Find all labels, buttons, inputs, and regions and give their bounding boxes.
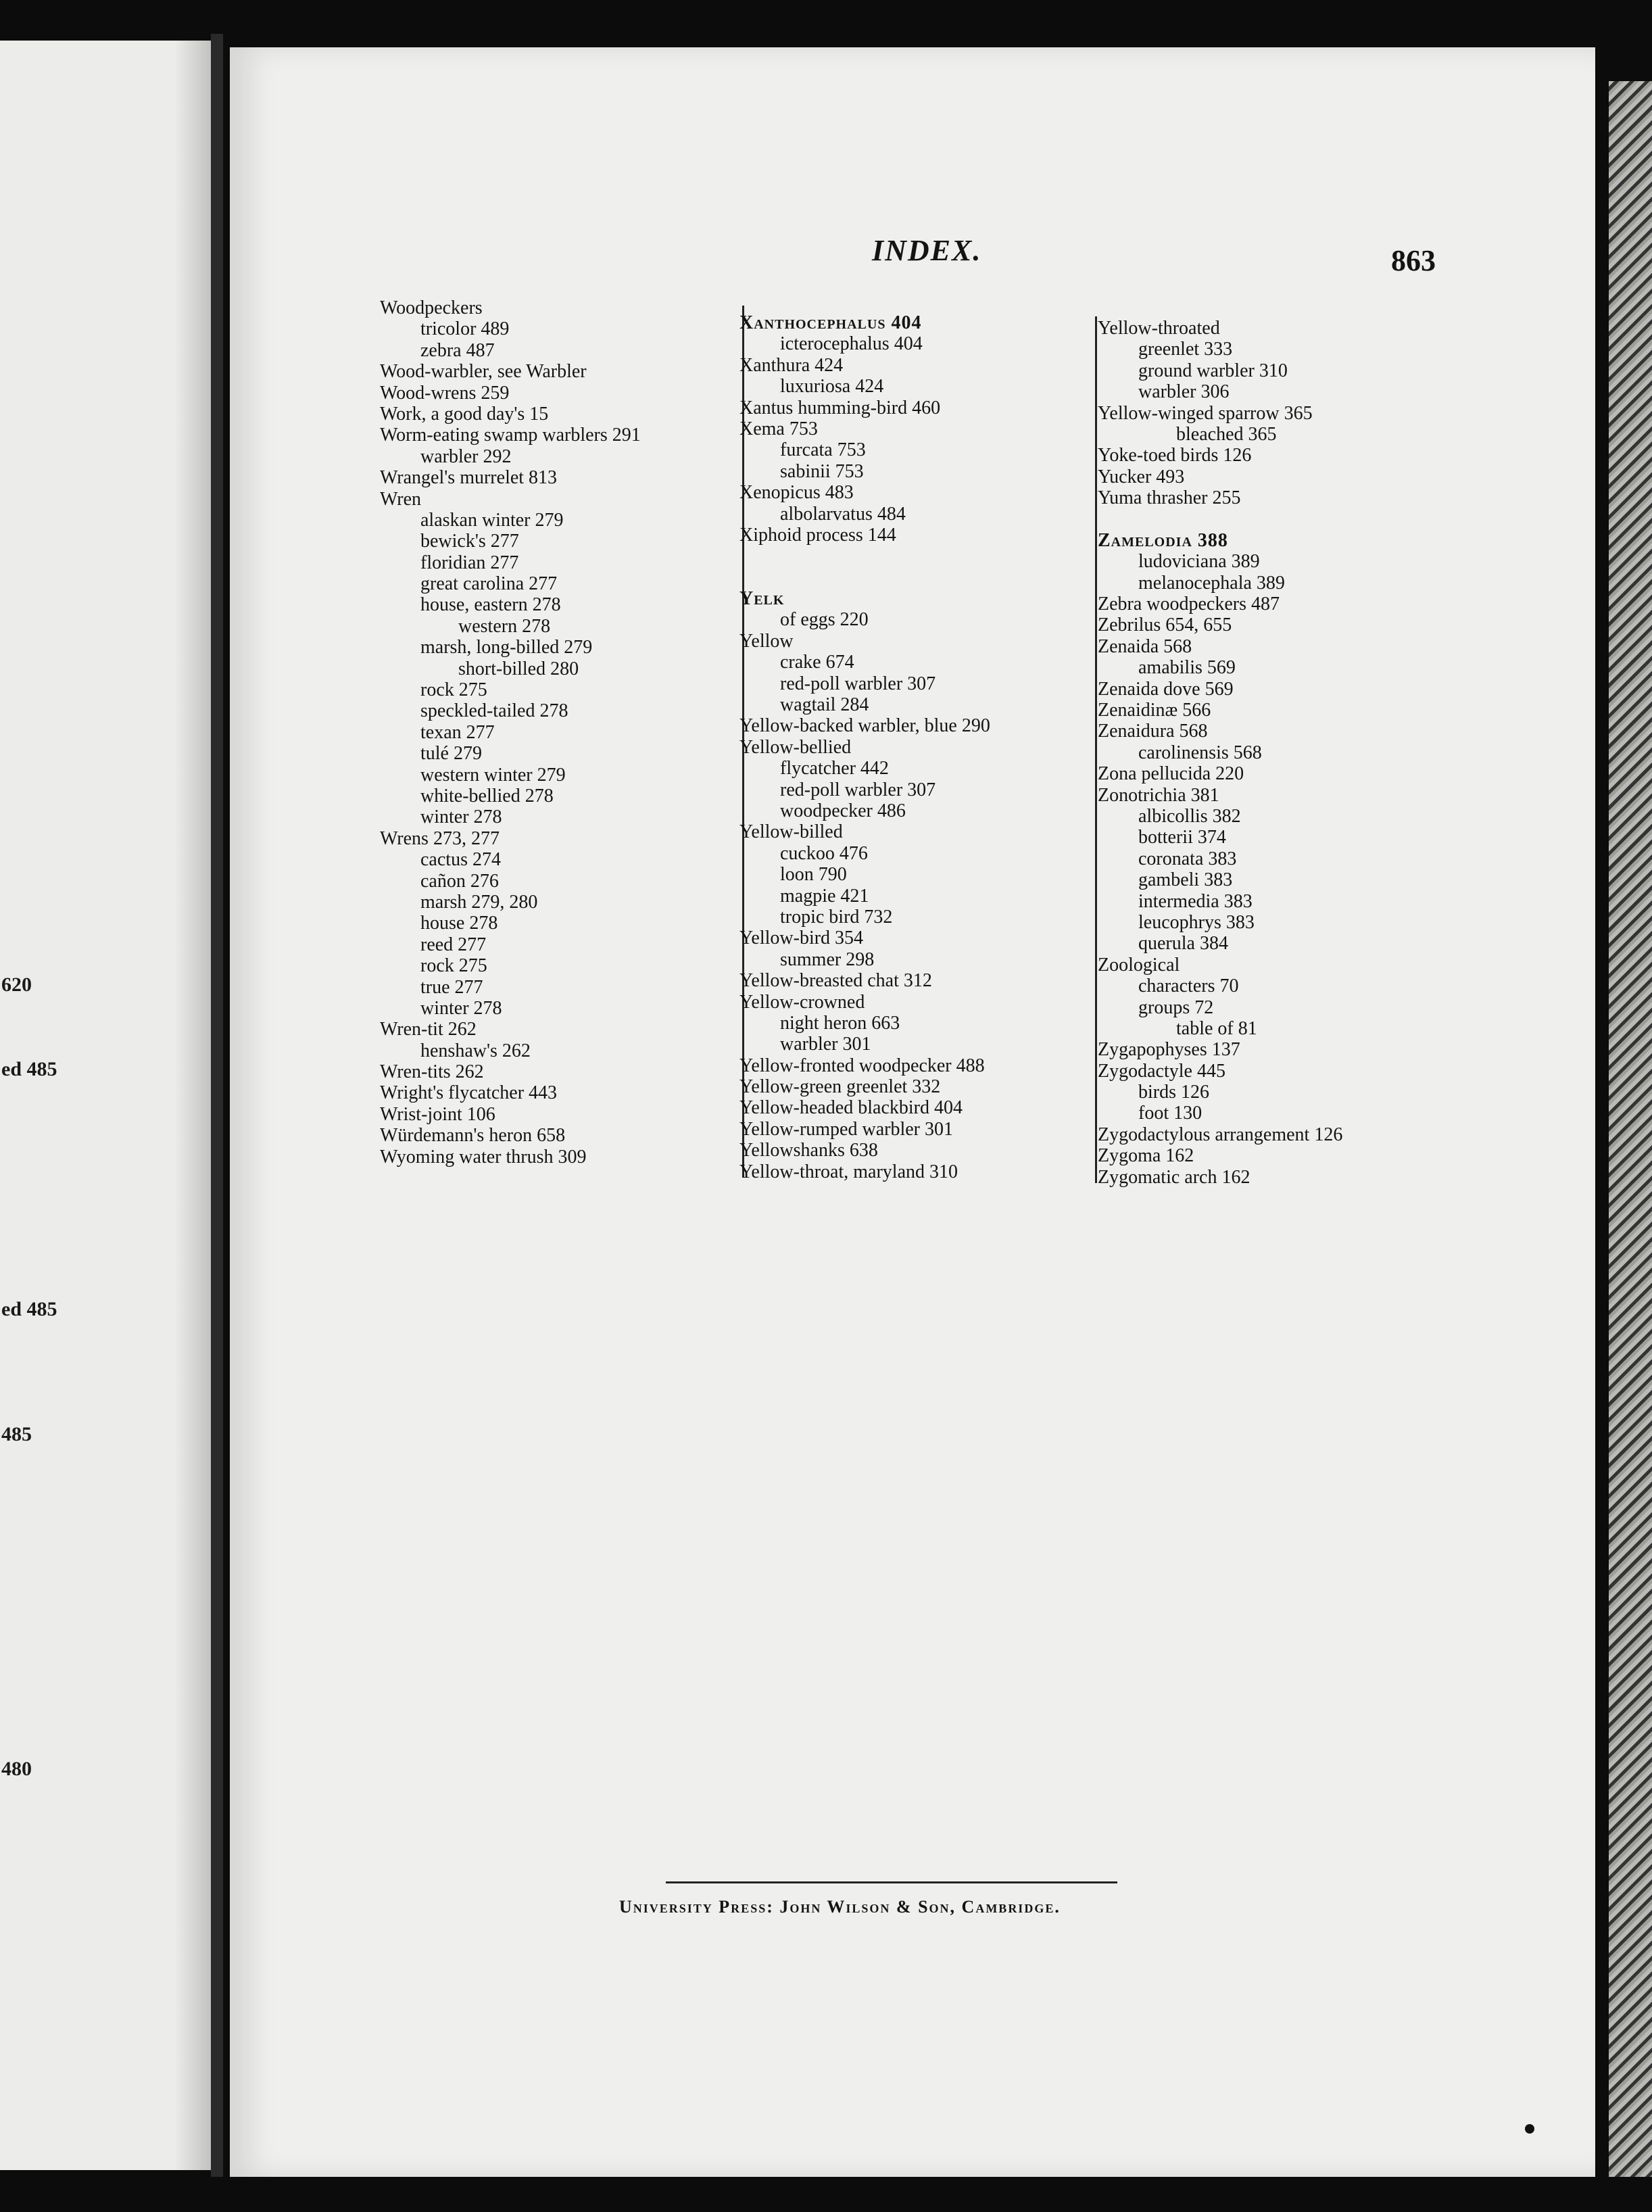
index-heading-entry: Zenaida 568 bbox=[1098, 635, 1192, 657]
index-subentry: warbler 301 bbox=[780, 1034, 871, 1055]
index-heading-entry: Zenaidinæ 566 bbox=[1098, 700, 1211, 721]
index-heading-entry: Zonotrichia 381 bbox=[1098, 784, 1219, 806]
index-heading-entry: Wright's flycatcher 443 bbox=[380, 1082, 558, 1104]
index-heading-entry: Yelk bbox=[739, 588, 785, 610]
index-heading-entry: Yucker 493 bbox=[1098, 466, 1185, 487]
facing-page-text: 485 bbox=[1, 1423, 32, 1445]
index-subentry: winter 278 bbox=[420, 997, 502, 1019]
page-number: 863 bbox=[1391, 244, 1436, 277]
column-divider bbox=[1095, 316, 1097, 1183]
index-subentry: tricolor 489 bbox=[420, 318, 510, 340]
index-subentry: bleached 365 bbox=[1176, 423, 1277, 445]
index-subentry: house 278 bbox=[420, 913, 498, 934]
index-heading-entry: Zygodactylous arrangement 126 bbox=[1098, 1124, 1343, 1145]
book-gutter bbox=[211, 34, 223, 2177]
index-subentry: querula 384 bbox=[1138, 933, 1228, 955]
index-subentry: crake 674 bbox=[780, 652, 854, 673]
printer-imprint: University Press: John Wilson & Son, Cambridge. bbox=[619, 1897, 1061, 1917]
index-subentry: ground warbler 310 bbox=[1138, 360, 1288, 381]
index-subentry: coronata 383 bbox=[1138, 848, 1237, 869]
index-subentry: luxuriosa 424 bbox=[780, 376, 884, 398]
index-heading-entry: Yellow-bellied bbox=[739, 736, 852, 758]
running-title: INDEX. bbox=[872, 234, 982, 267]
index-heading-entry: Xanthocephalus 404 bbox=[739, 312, 922, 333]
index-heading-entry: Yellow-winged sparrow 365 bbox=[1098, 402, 1313, 424]
index-heading-entry: Xenopicus 483 bbox=[739, 482, 854, 504]
index-heading-entry: Zygoma 162 bbox=[1098, 1145, 1194, 1167]
index-subentry: groups 72 bbox=[1138, 996, 1214, 1018]
index-subentry: icterocephalus 404 bbox=[780, 333, 923, 355]
index-heading-entry: Wood-wrens 259 bbox=[380, 382, 510, 404]
index-subentry: botterii 374 bbox=[1138, 827, 1226, 848]
index-heading-entry: Wren-tits 262 bbox=[380, 1061, 484, 1083]
index-heading-entry: Zenaida dove 569 bbox=[1098, 678, 1234, 700]
index-spacer bbox=[739, 567, 990, 588]
index-subentry: table of 81 bbox=[1176, 1017, 1257, 1039]
index-subentry: house, eastern 278 bbox=[420, 594, 561, 616]
index-subentry: foot 130 bbox=[1138, 1103, 1202, 1124]
index-heading-entry: Wrens 273, 277 bbox=[380, 827, 500, 849]
index-heading-entry: Zamelodia 388 bbox=[1098, 529, 1228, 551]
index-heading-entry: Zebrilus 654, 655 bbox=[1098, 615, 1232, 636]
gutter-shadow bbox=[174, 41, 211, 2170]
marbled-page-edge bbox=[1609, 81, 1652, 2177]
index-heading-entry: Zygodactyle 445 bbox=[1098, 1060, 1225, 1082]
index-subentry: speckled-tailed 278 bbox=[420, 700, 568, 722]
facing-page-text: ed 485 bbox=[1, 1298, 57, 1320]
index-subentry: western 278 bbox=[458, 615, 551, 637]
index-subentry: true 277 bbox=[420, 976, 483, 998]
index-heading-entry: Yellow-billed bbox=[739, 821, 843, 843]
index-subentry: short-billed 280 bbox=[458, 658, 579, 679]
index-spacer bbox=[1098, 509, 1342, 530]
index-subentry: alaskan winter 279 bbox=[420, 509, 564, 531]
index-heading-entry: Zygomatic arch 162 bbox=[1098, 1166, 1250, 1188]
index-subentry: furcata 753 bbox=[780, 439, 866, 461]
index-heading-entry: Yellow-throated bbox=[1098, 318, 1220, 339]
index-subentry: western winter 279 bbox=[420, 764, 566, 786]
index-subentry: carolinensis 568 bbox=[1138, 742, 1262, 763]
index-subentry: rock 275 bbox=[420, 679, 487, 701]
index-subentry: flycatcher 442 bbox=[780, 758, 889, 779]
index-heading-entry: Yellowshanks 638 bbox=[739, 1140, 878, 1161]
index-heading-entry: Yellow-headed blackbird 404 bbox=[739, 1097, 963, 1119]
index-subentry: loon 790 bbox=[780, 864, 847, 886]
index-subentry: characters 70 bbox=[1138, 976, 1239, 997]
index-heading-entry: Xanthura 424 bbox=[739, 354, 844, 376]
index-heading-entry: Work, a good day's 15 bbox=[380, 403, 549, 425]
index-subentry: tulé 279 bbox=[420, 743, 482, 765]
index-subentry: wagtail 284 bbox=[780, 694, 869, 716]
index-heading-entry: Worm-eating swamp warblers 291 bbox=[380, 425, 641, 446]
index-subentry: rock 275 bbox=[420, 955, 487, 977]
index-heading-entry: Yellow-green greenlet 332 bbox=[739, 1076, 941, 1098]
index-subentry: cañon 276 bbox=[420, 870, 499, 892]
index-heading-entry: Zebra woodpeckers 487 bbox=[1098, 594, 1280, 615]
index-heading-entry: Yellow-breasted chat 312 bbox=[739, 970, 932, 992]
index-subentry: floridian 277 bbox=[420, 552, 519, 573]
facing-page-text: 620 bbox=[1, 973, 32, 996]
index-subentry: leucophrys 383 bbox=[1138, 911, 1255, 933]
index-heading-entry: Zygapophyses 137 bbox=[1098, 1039, 1240, 1061]
index-column-3 bbox=[1098, 318, 1342, 1188]
index-heading-entry: Yellow-backed warbler, blue 290 bbox=[739, 715, 990, 737]
index-subentry: summer 298 bbox=[780, 948, 875, 970]
index-spacer bbox=[739, 546, 990, 567]
index-subentry: warbler 292 bbox=[420, 446, 512, 467]
index-subentry: night heron 663 bbox=[780, 1012, 900, 1034]
index-heading-entry: Wrangel's murrelet 813 bbox=[380, 467, 558, 489]
index-heading-entry: Yoke-toed birds 126 bbox=[1098, 445, 1252, 466]
facing-page-text: 480 bbox=[1, 1758, 32, 1780]
index-heading-entry: Xema 753 bbox=[739, 418, 818, 439]
index-subentry: tropic bird 732 bbox=[780, 906, 893, 928]
index-subentry: magpie 421 bbox=[780, 885, 869, 907]
index-subentry: winter 278 bbox=[420, 807, 502, 828]
index-subentry: melanocephala 389 bbox=[1138, 572, 1285, 594]
facing-page-text: ed 485 bbox=[1, 1058, 57, 1080]
index-subentry: ludoviciana 389 bbox=[1138, 551, 1260, 573]
index-subentry: marsh 279, 280 bbox=[420, 891, 538, 913]
index-subentry: birds 126 bbox=[1138, 1082, 1209, 1103]
index-heading-entry: Yellow-fronted woodpecker 488 bbox=[739, 1055, 985, 1076]
index-subentry: marsh, long-billed 279 bbox=[420, 637, 593, 658]
index-subentry: albolarvatus 484 bbox=[780, 503, 906, 525]
index-subentry: woodpecker 486 bbox=[780, 800, 906, 821]
index-subentry: henshaw's 262 bbox=[420, 1040, 531, 1061]
index-subentry: cuckoo 476 bbox=[780, 842, 868, 864]
index-subentry: white-bellied 278 bbox=[420, 785, 554, 807]
index-heading-entry: Yellow-rumped warbler 301 bbox=[739, 1118, 953, 1140]
index-heading-entry: Xiphoid process 144 bbox=[739, 524, 896, 546]
index-subentry: sabinii 753 bbox=[780, 460, 864, 482]
index-heading-entry: Xantus humming-bird 460 bbox=[739, 397, 941, 418]
index-heading-entry: Yellow-crowned bbox=[739, 991, 865, 1013]
index-subentry: intermedia 383 bbox=[1138, 890, 1253, 912]
index-subentry: great carolina 277 bbox=[420, 573, 558, 595]
index-heading-entry: Würdemann's heron 658 bbox=[380, 1125, 566, 1147]
index-heading-entry: Zona pellucida 220 bbox=[1098, 763, 1244, 785]
index-heading-entry: Wrist-joint 106 bbox=[380, 1103, 495, 1125]
index-heading-entry: Zenaidura 568 bbox=[1098, 721, 1208, 742]
index-subentry: red-poll warbler 307 bbox=[780, 673, 936, 694]
index-subentry: gambeli 383 bbox=[1138, 869, 1233, 891]
index-heading-entry: Wood-warbler, see Warbler bbox=[380, 361, 587, 383]
paper-speck bbox=[1525, 2124, 1534, 2134]
index-subentry: greenlet 333 bbox=[1138, 339, 1233, 360]
index-subentry: reed 277 bbox=[420, 934, 487, 955]
index-heading-entry: Wren bbox=[380, 488, 422, 510]
index-heading-entry: Yellow-bird 354 bbox=[739, 928, 864, 949]
index-column-2 bbox=[739, 312, 990, 1182]
index-heading-entry: Zoological bbox=[1098, 954, 1180, 976]
index-heading-entry: Wren-tit 262 bbox=[380, 1019, 477, 1040]
index-subentry: warbler 306 bbox=[1138, 381, 1230, 403]
index-subentry: amabilis 569 bbox=[1138, 657, 1236, 679]
index-subentry: bewick's 277 bbox=[420, 531, 519, 552]
index-heading-entry: Wyoming water thrush 309 bbox=[380, 1146, 587, 1168]
index-subentry: zebra 487 bbox=[420, 339, 495, 361]
index-subentry: texan 277 bbox=[420, 721, 495, 743]
index-heading-entry: Yellow bbox=[739, 630, 794, 652]
index-heading-entry: Woodpeckers bbox=[380, 297, 483, 318]
index-heading-entry: Yellow-throat, maryland 310 bbox=[739, 1161, 958, 1182]
index-subentry: albicollis 382 bbox=[1138, 805, 1241, 827]
index-column-1 bbox=[380, 297, 641, 1168]
index-heading-entry: Yuma thrasher 255 bbox=[1098, 487, 1241, 509]
index-subentry: red-poll warbler 307 bbox=[780, 779, 936, 800]
index-subentry: cactus 274 bbox=[420, 849, 501, 871]
index-subentry: of eggs 220 bbox=[780, 609, 869, 631]
imprint-rule bbox=[666, 1881, 1117, 1883]
